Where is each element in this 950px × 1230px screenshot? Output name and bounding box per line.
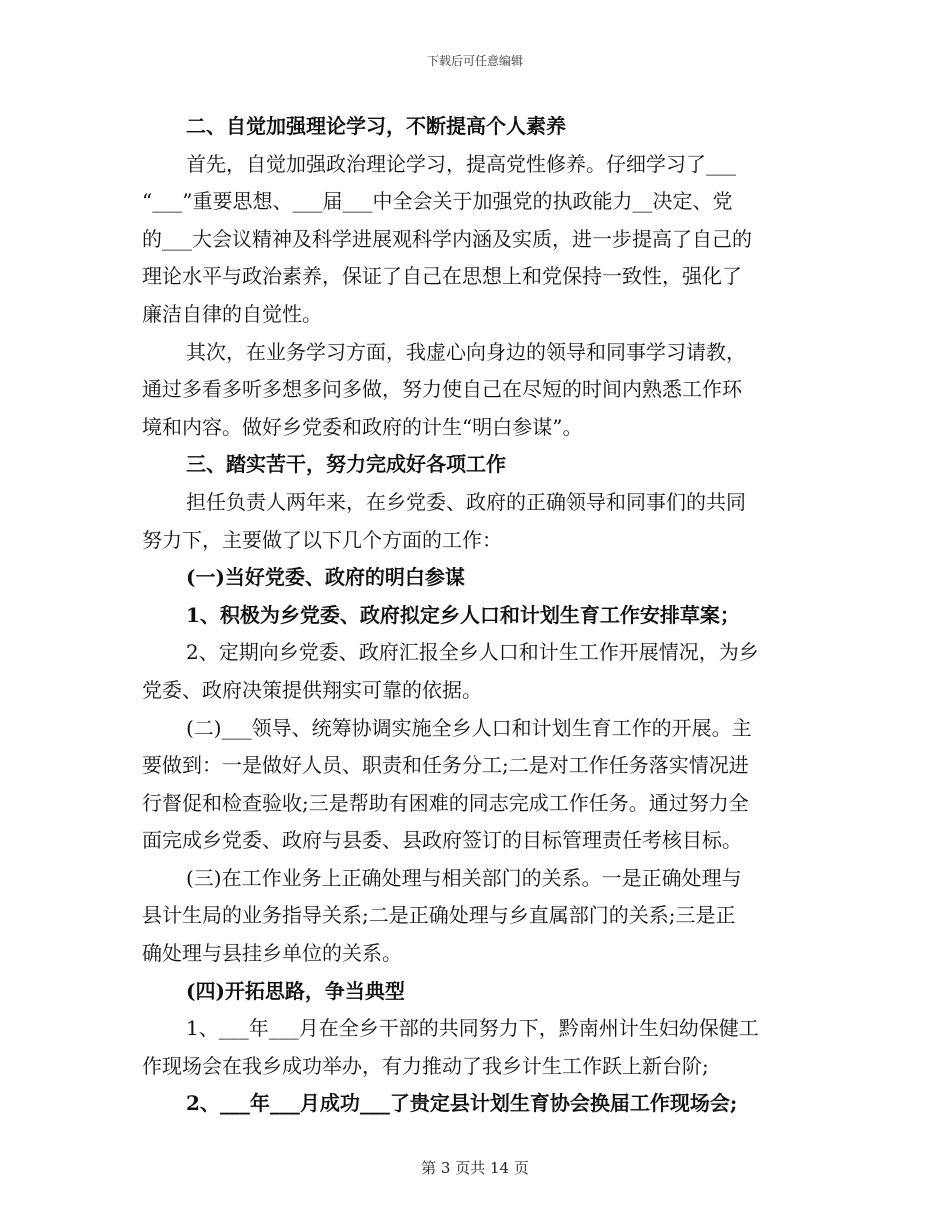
paragraph-line: 境和内容。做好乡党委和政府的计生“明白参谋”。 [142,414,583,439]
paragraph-line: 1、___年___月在全乡干部的共同努力下，黔南州计生妇幼保健工 [186,1016,759,1041]
paragraph-line: 首先，自觉加强政治理论学习，提高党性修养。仔细学习了___ [186,151,736,176]
paragraph-line: 确处理与县挂乡单位的关系。 [142,941,402,966]
section-heading: (四)开拓思路，争当典型 [186,978,405,1003]
paragraph-line: 理论水平与政治素养，保证了自己在思想上和党保持一致性，强化了 [142,264,742,289]
paragraph-line: 要做到：一是做好人员、职责和任务分工;二是对工作任务落实情况进 [142,753,749,778]
document-body [142,108,802,1123]
section-heading: 2、___年___月成功___了贵定县计划生育协会换届工作现场会; [186,1091,738,1116]
section-heading: 1、积极为乡党委、政府拟定乡人口和计划生育工作安排草案； [186,602,740,627]
paragraph-line: 县计生局的业务指导关系;二是正确处理与乡直属部门的关系;三是正 [142,903,736,928]
section-heading: (一)当好党委、政府的明白参谋 [186,565,465,590]
page-footer: 第 3 页共 14 页 [421,1159,529,1177]
section-heading: 三、踏实苦干，努力完成好各项工作 [186,452,506,477]
paragraph-line: 党委、政府决策提供翔实可靠的依据。 [142,677,482,702]
paragraph-line: 作现场会在我乡成功举办，有力推动了我乡计生工作跃上新台阶; [142,1053,709,1078]
paragraph-line: (二)___领导、统筹协调实施全乡人口和计划生育工作的开展。主 [186,715,752,740]
paragraph-line: “___”重要思想、___届___中全会关于加强党的执政能力__决定、党 [142,189,733,214]
paragraph-line: 面完成乡党委、政府与县委、县政府签订的目标管理责任考核目标。 [142,828,742,853]
paragraph-line: 的___大会议精神及科学进展观科学内涵及实质，进一步提高了自己的 [142,226,752,251]
paragraph-line: 廉洁自律的自觉性。 [142,301,322,326]
paragraph-line: 通过多看多听多想多问多做，努力使自己在尽短的时间内熟悉工作环 [142,377,742,402]
paragraph-line: 担任负责人两年来，在乡党委、政府的正确领导和同事们的共同 [186,489,746,514]
paragraph-line: 努力下，主要做了以下几个方面的工作： [142,527,502,552]
paragraph-line: 行督促和检查验收;三是帮助有困难的同志完成工作任务。通过努力全 [142,790,749,815]
page-header: 下载后可任意编辑 [426,54,523,68]
paragraph-line: 2、定期向乡党委、政府汇报全乡人口和计生工作开展情况，为乡 [186,640,759,665]
paragraph-line: 其次，在业务学习方面，我虚心向身边的领导和同事学习请教， [186,339,746,364]
paragraph-line: (三)在工作业务上正确处理与相关部门的关系。一是正确处理与 [186,865,742,890]
section-heading: 二、自觉加强理论学习，不断提高个人素养 [186,114,566,138]
